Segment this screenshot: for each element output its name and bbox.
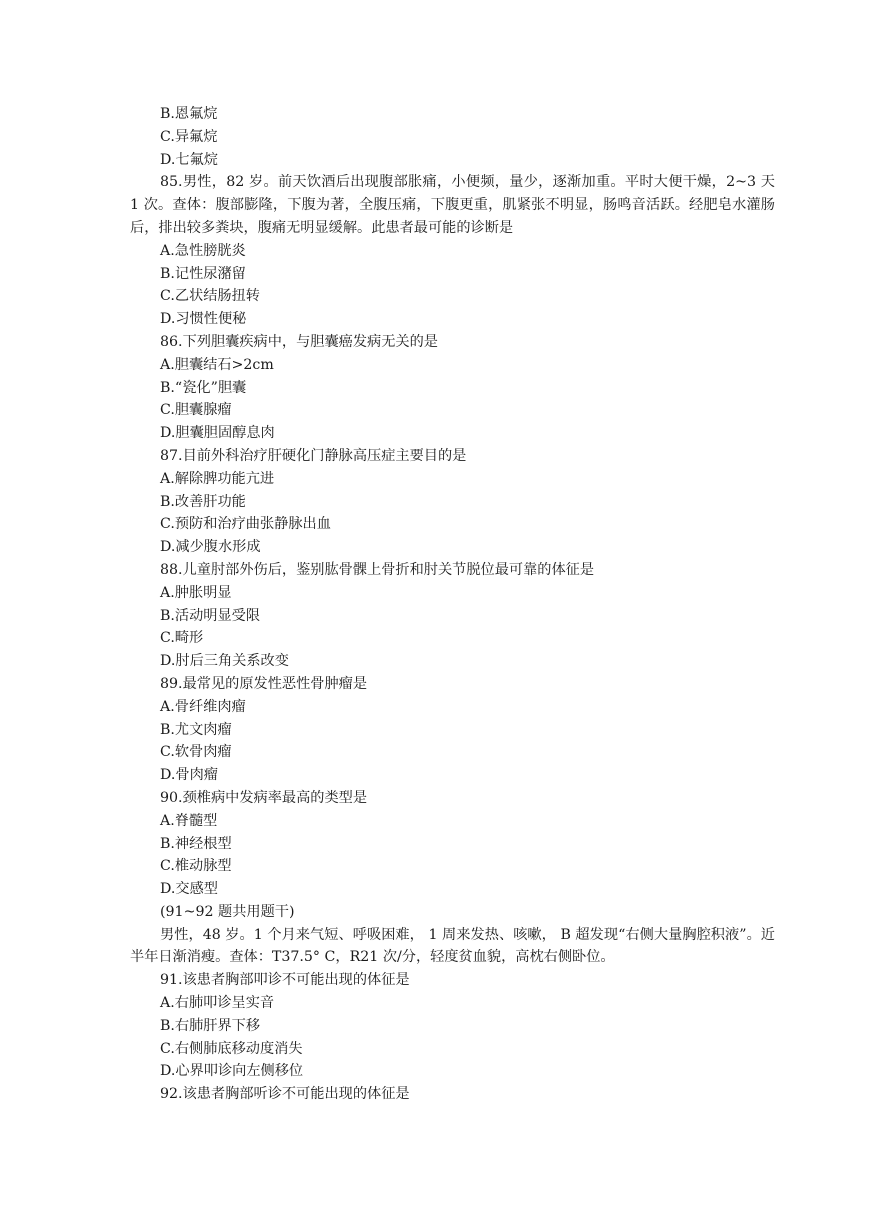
answer-option: D.习惯性便秘 — [160, 311, 247, 328]
answer-option: A.骨纤维肉瘤 — [160, 698, 246, 715]
answer-option: A.解除脾功能亢进 — [160, 470, 275, 487]
answer-option: D.心界叩诊向左侧移位 — [160, 1063, 304, 1080]
answer-option: D.肘后三角关系改变 — [160, 653, 289, 670]
question-stem: 92.该患者胸部听诊不可能出现的体征是 — [160, 1086, 410, 1103]
answer-option: C.乙状结肠扭转 — [160, 288, 260, 305]
answer-option: D.胆囊胆固醇息肉 — [160, 425, 275, 442]
answer-option: C.胆囊腺瘤 — [160, 402, 232, 419]
answer-option: B.尤文肉瘤 — [160, 721, 232, 738]
question-stem: 86.下列胆囊疾病中，与胆囊癌发病无关的是 — [160, 333, 438, 350]
question-stem: 91.该患者胸部叩诊不可能出现的体征是 — [160, 972, 410, 989]
answer-option: B.改善肝功能 — [160, 493, 246, 510]
answer-option: B.右肺肝界下移 — [160, 1017, 261, 1034]
answer-option: C.软骨肉瘤 — [160, 744, 232, 761]
question-stem: 88.儿童肘部外伤后，鉴别肱骨髁上骨折和肘关节脱位最可靠的体征是 — [160, 561, 595, 578]
answer-option: B.神经根型 — [160, 835, 232, 852]
document-body — [130, 103, 775, 1106]
shared-stem-note: (91~92 题共用题干) — [160, 903, 295, 920]
answer-option: C.畸形 — [160, 630, 204, 647]
answer-option: C.右侧肺底移动度消失 — [160, 1040, 303, 1057]
question-stem: 89.最常见的原发性恶性骨肿瘤是 — [160, 675, 368, 692]
answer-option: D.交感型 — [160, 881, 218, 898]
answer-option: B.“瓷化”胆囊 — [160, 379, 247, 396]
answer-option: A.脊髓型 — [160, 812, 218, 829]
question-paragraph: 男性，48 岁。1 个月来气短、呼吸困难， 1 周来发热、咳嗽， B 超发现“右侧大量胸腔积液”。近半年日渐消瘦。查体：T37.5° C，R21 次/分，轻度贫血貌，高枕右侧卧位。 — [130, 926, 775, 966]
question-stem: 87.目前外科治疗肝硬化门静脉高压症主要目的是 — [160, 447, 467, 464]
answer-option: C.异氟烷 — [160, 128, 218, 145]
answer-option: C.预防和治疗曲张静脉出血 — [160, 516, 331, 533]
answer-option: B.恩氟烷 — [160, 106, 218, 122]
answer-option: D.减少腹水形成 — [160, 539, 261, 556]
answer-option: A.肿胀明显 — [160, 584, 232, 601]
answer-option: D.骨肉瘤 — [160, 767, 218, 784]
answer-option: B.活动明显受限 — [160, 607, 261, 624]
answer-option: A.胆囊结石>2cm — [160, 356, 274, 373]
document-page — [130, 103, 775, 1106]
answer-option: B.记性尿潴留 — [160, 265, 246, 282]
answer-option: C.椎动脉型 — [160, 858, 232, 875]
question-stem: 90.颈椎病中发病率最高的类型是 — [160, 789, 368, 806]
answer-option: A.急性膀胱炎 — [160, 242, 246, 259]
answer-option: A.右肺叩诊呈实音 — [160, 995, 275, 1012]
question-paragraph: 85.男性，82 岁。前天饮酒后出现腹部胀痛，小便频，量少，逐渐加重。平时大便干燥，2~3 天 1 次。查体：腹部膨隆，下腹为著，全腹压痛，下腹更重，肌紧张不明显，肠鸣音活跃。经肥皂水灌肠后，排出较多粪块，腹痛无明显缓解。此患者最可能的诊断是 — [130, 174, 775, 236]
answer-option: D.七氟烷 — [160, 151, 218, 168]
